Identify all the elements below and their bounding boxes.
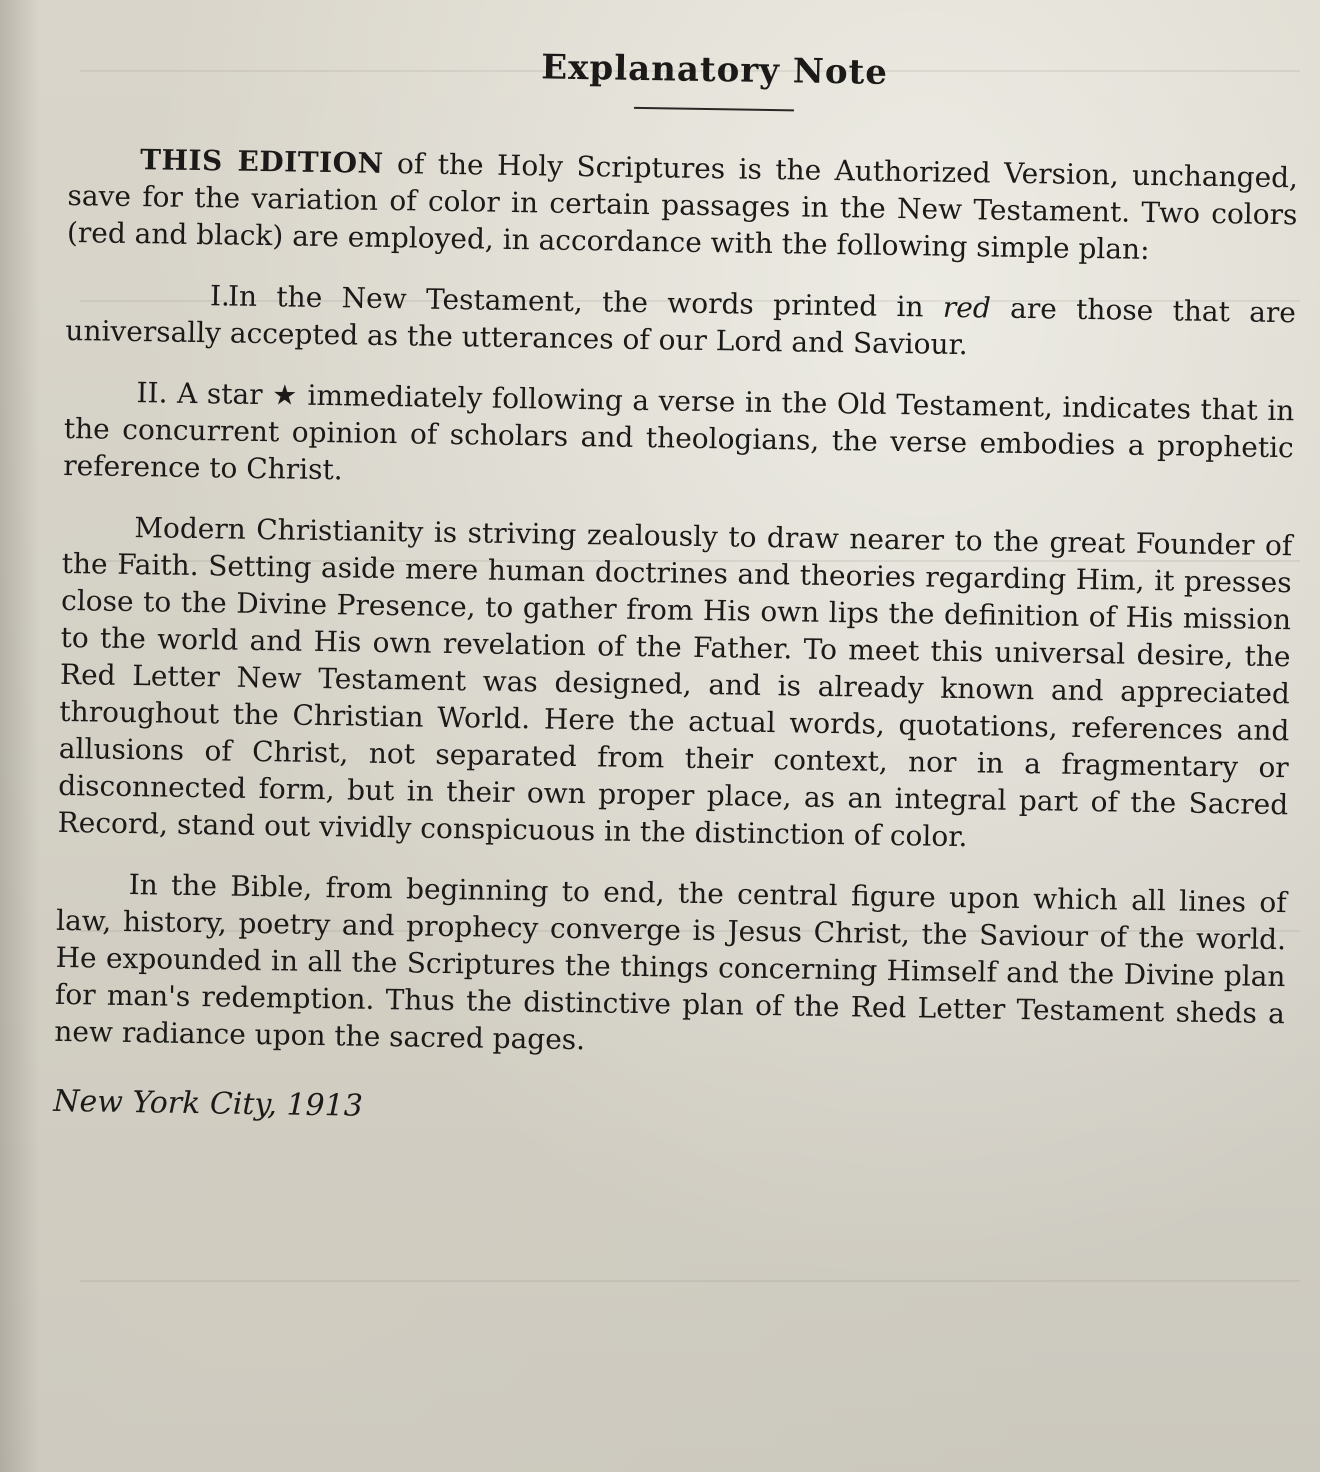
plan-item-1: [65, 275, 1296, 368]
page-title: Explanatory Note: [540, 47, 889, 93]
body-paragraph-1: Modern Christianity is striving zealously to draw nearer to the great Founder of the Faith. Setting aside mere human doctrines and theories regarding Him, it presses close to the Divine Presence, to gather from His own lips the definition of His mission to the world and His own revelation of the Father. To meet this universal desire, the Red Letter New Testament was designed, and is already known and appreciated throughout the Christian World. Here the actual words, quotations, references and allusions of Christ, not separated from their context, nor in a fragmentary or disconnected form, but in their own proper place, as an integral part of the Sacred Record, stand out vividly conspicuous in the distinction of color.: [57, 511, 1293, 854]
plan-item-2-before: A star: [176, 376, 263, 412]
note-content: [53, 40, 1300, 1138]
plan-item-1-red-word: red: [942, 290, 992, 325]
plan-item-1-after: are those that are universally accepted as the utterances of our Lord and Saviour.: [65, 291, 1297, 362]
body-paragraph-2: In the Bible, from beginning to end, the central figure upon which all lines of law, history, poetry and prophecy converge is Jesus Christ, the Saviour of the world. He expounded in all the Scriptures the things concerning Himself and the Divine plan for man's redemption. Thus the distinctive plan of the Red Letter Testament sheds a new radiance upon the sacred pages.: [54, 868, 1287, 1057]
signoff-place-date: New York City, 1913: [53, 1083, 364, 1124]
intro-paragraph: [67, 140, 1299, 270]
plan-item-1-before: In the New Testament, the words printed in: [227, 279, 924, 324]
plan-item-2: [63, 373, 1295, 503]
page-edge-shadow: [0, 0, 40, 1472]
plan-item-1-numeral: I.: [209, 279, 231, 313]
plan-item-2-numeral: II.: [136, 376, 168, 410]
plan-item-2-after: immediately following a verse in the Old Testament, indicates that in the concurrent opinion of scholars and theologians, the verse embodies a prophetic reference to Christ.: [63, 378, 1295, 487]
title-rule: [634, 107, 794, 112]
star-icon: ★: [271, 378, 299, 412]
intro-lead: THIS EDITION: [139, 143, 384, 180]
intro-text: of the Holy Scriptures is the Authorized Version, unchanged, save for the variation of color in certain passages in the New Testament. Two colors (red and black) are employed, in accordance with the following simple plan:: [66, 147, 1299, 266]
bleed-through-line: [80, 1280, 1300, 1282]
